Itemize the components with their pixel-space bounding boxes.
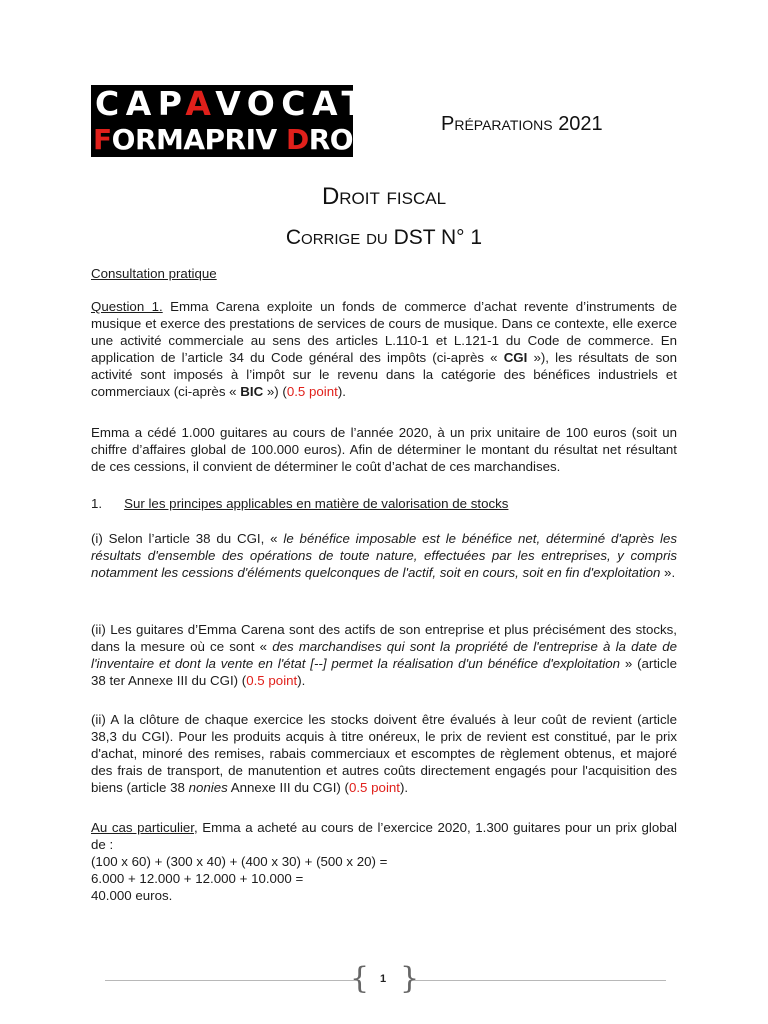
capavocat-logo <box>91 84 382 157</box>
section-heading: Consultation pratique <box>91 266 217 281</box>
logo-line-formapriv-droit: FORMAPRIV DROIT <box>93 123 382 156</box>
page-subtitle: Corrige du DST N° 1 <box>285 226 483 249</box>
paragraph-iii: (ii) A la clôture de chaque exercice les stocks doivent être évalués à leur coût de revient (article 38,3 du CGI). Pour les produits acquis à titre onéreux, le prix de revient est constitué, par le prix d'achat, minoré des remises, rabais commerciaux et escomptes de règlement obtenus, et majoré des frais de transport, de manutention et autres coûts directement engagés pour l'acquisition des biens (article 38 nonies Annexe III du CGI) (0.5 point). <box>91 712 677 795</box>
question-1-paragraph: Question 1. Emma Carena exploite un fonds de commerce d’achat revente d’instruments de musique et exerce des prestations de services de cours de musique. Dans ce contexte, elle exerce une activité commerciale au sens des articles L.110-1 et L.121-1 du Code de commerce. En application de l’article 34 du Code général des impôts (ci-après « CGI »), les résultats de son activité sont imposés à l’impôt sur le revenu dans la catégorie des bénéfices industriels et commerciaux (ci-après « BIC ») (0.5 point). <box>91 299 678 399</box>
logo-line-capavocat: CAPAVOCAT <box>91 85 353 123</box>
footer-rule-right <box>412 980 666 981</box>
calculation-line-3: 40.000 euros. <box>91 888 173 903</box>
paragraph-cession: Emma a cédé 1.000 guitares au cours de l’année 2020, à un prix unitaire de 100 euros (soit un chiffre d’affaires global de 100.000 euros). Afin de déterminer le montant du résultat net résultant de ces cessions, il convient de déterminer le coût d’achat de ces marchandises. <box>91 425 677 474</box>
preparations-label: Préparations 2021 <box>441 113 603 135</box>
footer-brace-left-icon: { <box>350 961 370 996</box>
footer-brace-right-icon: } <box>400 961 420 996</box>
footer-rule-left <box>105 980 357 981</box>
paragraph-cas-particulier: Au cas particulier, Emma a acheté au cours de l’exercice 2020, 1.300 guitares pour un prix global de : <box>91 820 677 852</box>
page-title: Droit fiscal <box>321 183 447 210</box>
paragraph-ii: (ii) Les guitares d’Emma Carena sont des actifs de son entreprise et plus précisément des stocks, dans la mesure où ce sont « des marchandises qui sont la propriété de l'entreprise à la date de l'inventaire et dont la vente en l'état [--] permet la réalisation d'un bénéfice d'exploitation » (article 38 ter Annexe III du CGI) (0.5 point). <box>91 622 677 688</box>
calculation-line-2: 6.000 + 12.000 + 12.000 + 10.000 = <box>91 871 304 886</box>
page-number: 1 <box>379 973 387 985</box>
paragraph-i: (i) Selon l’article 38 du CGI, « le bénéfice imposable est le bénéfice net, déterminé d'après les résultats d'ensemble des opérations de toute nature, effectuées par les entreprises, y compris notamment les cessions d'éléments quelconques de l'actif, soit en cours, soit en fin d'exploitation ». <box>91 531 677 580</box>
calculation-line-1: (100 x 60) + (300 x 40) + (400 x 30) + (500 x 20) = <box>91 854 388 869</box>
subsection-1-heading: 1. Sur les principes applicables en matière de valorisation de stocks <box>91 496 509 511</box>
